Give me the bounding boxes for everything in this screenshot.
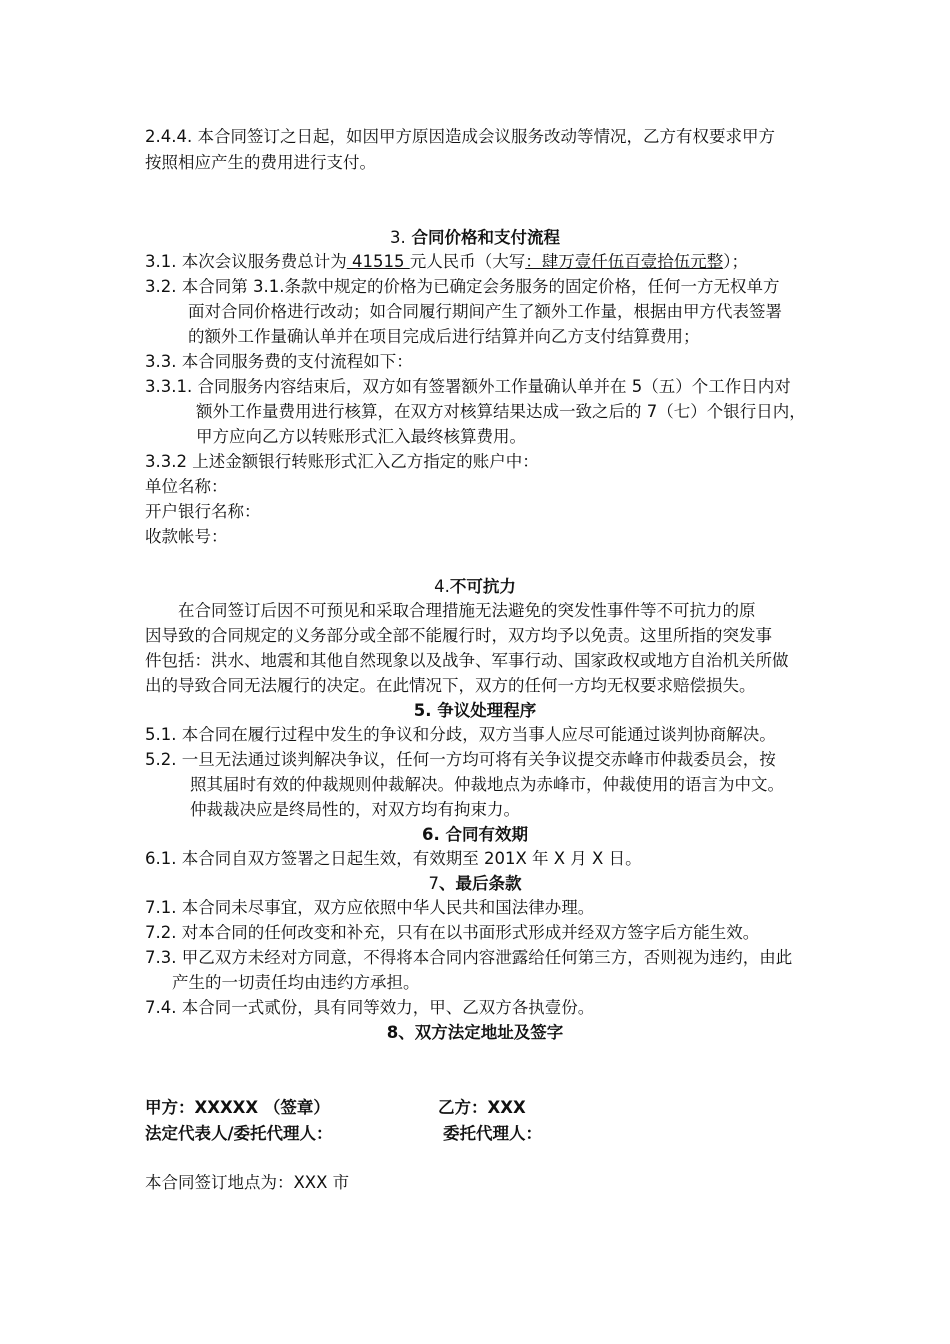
clause-5-2-line2: 照其届时有效的仲裁规则仲裁解决。仲裁地点为赤峰市，仲裁使用的语言为中文。 [190,775,784,794]
account-number-label: 收款帐号： [145,527,228,546]
clause-3-3-1-line3: 甲方应向乙方以转账形式汇入最终核算费用。 [196,427,526,446]
section-4-heading [0,576,950,598]
clause-7-4: 7.4. 本合同一式贰份，具有同等效力，甲、乙双方各执壹份。 [145,998,595,1017]
party-a-representative-label: 法定代表人/委托代理人： [145,1124,333,1143]
clause-3-1 [145,251,748,273]
clause-3-3: 3.3. 本合同服务费的支付流程如下： [145,352,413,371]
clause-3-1-prefix: 3.1. 本次会议服务费总计为 [145,252,347,271]
clause-3-2-line1: 3.2. 本合同第 3.1.条款中规定的价格为已确定会务服务的固定价格，任何一方无权单方 [145,277,780,296]
section-7-number: 7 [428,874,439,893]
service-fee-uppercase: ：肆万壹仟伍百壹拾伍元整 [525,252,724,271]
clause-2-4-4-line2: 按照相应产生的费用进行支付。 [145,153,376,172]
party-a-label: 甲方：XXXXX （签章） [145,1098,330,1117]
clause-3-3-1-line1: 3.3.1. 合同服务内容结束后，双方如有签署额外工作量确认单并在 5（五）个工作日内对 [145,377,791,396]
clause-3-2-line2: 面对合同价格进行改动；如合同履行期间产生了额外工作量，根据由甲方代表签署 [188,302,782,321]
clause-7-3-line2: 产生的一切责任均由违约方承担。 [172,973,420,992]
section-4-line3: 件包括：洪水、地震和其他自然现象以及战争、军事行动、国家政权或地方自治机关所做 [145,651,789,670]
section-4-number: 4. [434,577,450,596]
clause-7-1: 7.1. 本合同未尽事宜，双方应依照中华人民共和国法律办理。 [145,898,595,917]
bank-name-label: 开户银行名称： [145,502,261,521]
section-3-title: 合同价格和支付流程 [405,228,560,247]
section-7-heading [0,873,950,895]
section-3-heading [0,227,950,249]
clause-3-1-mid: 元人民币（大写 [409,252,526,271]
clause-5-2-line1: 5.2. 一旦无法通过谈判解决争议，任何一方均可将有关争议提交赤峰市仲裁委员会，按 [145,750,776,769]
clause-2-4-4-line1: 2.4.4. 本合同签订之日起，如因甲方原因造成会议服务改动等情况，乙方有权要求甲方 [145,127,775,146]
clause-7-2: 7.2. 对本合同的任何改变和补充，只有在以书面形式形成并经双方签字后方能生效。 [145,923,760,942]
section-7-title: 、最后条款 [439,874,522,893]
section-4-line1: 在合同签订后因不可预见和采取合理措施无法避免的突发性事件等不可抗力的原 [178,601,756,620]
clause-7-3-line1: 7.3. 甲乙双方未经对方同意，不得将本合同内容泄露给任何第三方，否则视为违约，由此 [145,948,793,967]
clause-5-2-line3: 仲裁裁决应是终局性的，对双方均有拘束力。 [190,800,520,819]
signing-location: 本合同签订地点为：XXX 市 [145,1173,350,1192]
clause-3-3-2: 3.3.2 上述金额银行转账形式汇入乙方指定的账户中： [145,452,539,471]
party-b-label: 乙方：XXX [438,1098,526,1117]
section-4-line4: 出的导致合同无法履行的决定。在此情况下，双方的任何一方均无权要求赔偿损失。 [145,676,756,695]
section-5-heading: 5. 争议处理程序 [413,701,537,720]
section-4-title: 不可抗力 [449,577,516,596]
clause-3-2-line3: 的额外工作量确认单并在项目完成后进行结算并向乙方支付结算费用； [188,327,700,346]
section-6-heading: 6. 合同有效期 [422,825,528,844]
service-fee-amount: 41515 [346,252,410,271]
section-3-number: 3. [390,228,406,247]
section-8-heading: 8、双方法定地址及签字 [386,1023,564,1042]
unit-name-label: 单位名称： [145,477,228,496]
clause-6-1: 6.1. 本合同自双方签署之日起生效，有效期至 201X 年 X 月 X 日。 [145,849,642,868]
section-4-line2: 因导致的合同规定的义务部分或全部不能履行时，双方均予以免责。这里所指的突发事 [145,626,772,645]
party-b-representative-label: 委托代理人： [443,1124,542,1143]
clause-3-3-1-line2: 额外工作量费用进行核算，在双方对核算结果达成一致之后的 7（七）个银行日内， [196,402,806,421]
clause-5-1: 5.1. 本合同在履行过程中发生的争议和分歧，双方当事人应尽可能通过谈判协商解决。 [145,725,776,744]
clause-3-1-suffix: ）； [723,252,748,271]
